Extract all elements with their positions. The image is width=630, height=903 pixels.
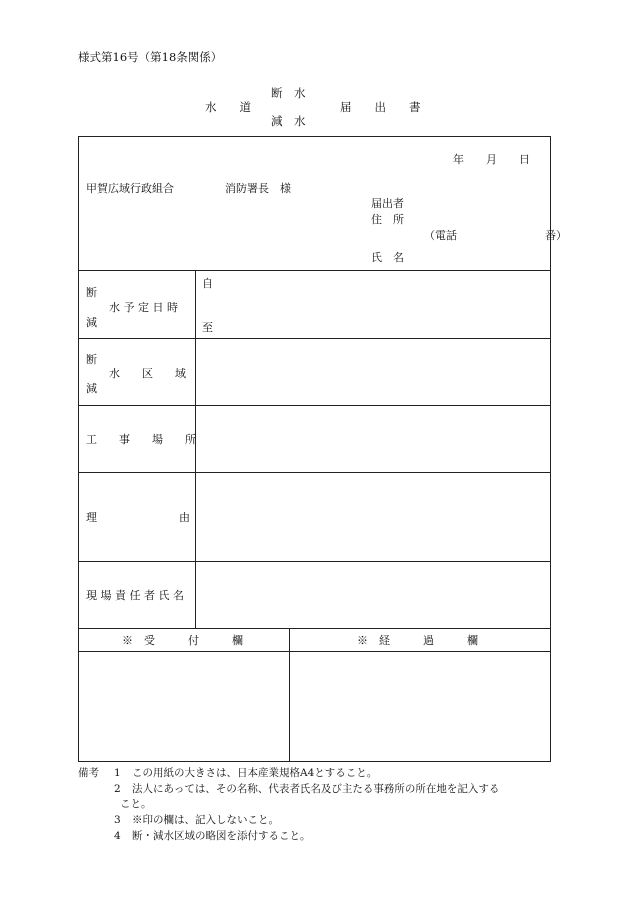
name-label: 氏 名 (371, 251, 404, 264)
divider (79, 628, 550, 629)
site-input[interactable] (199, 408, 547, 470)
reason-label-right: 由 (179, 511, 190, 524)
note-number: 1 (114, 767, 121, 779)
divider (79, 338, 550, 339)
note-text: こと。 (120, 798, 152, 810)
addressee-org: 甲賀広域行政組合 (86, 182, 174, 195)
divider (79, 472, 550, 473)
phone-label: （電話 番） (424, 229, 567, 242)
bottom-column-divider (289, 628, 290, 762)
notes-prefix: 備考 (78, 767, 99, 779)
reception-header: ※ 受 付 欄 (122, 634, 243, 647)
note-text: ※印の欄は、記入しないこと。 (132, 814, 279, 826)
area-label: 水 区 域 (109, 367, 186, 380)
progress-header: ※ 経 過 欄 (357, 634, 478, 647)
note-number: 2 (114, 783, 121, 795)
note-text: この用紙の大きさは、日本産業規格A4とすること。 (132, 767, 378, 779)
note-number: 4 (114, 830, 121, 842)
notification-form (78, 136, 567, 762)
divider (79, 405, 550, 406)
supervisor-label: 現 場 責 任 者 氏 名 (86, 589, 184, 602)
area-label-top: 断 (86, 353, 97, 366)
note-number: 3 (114, 814, 121, 826)
form-number: 様式第16号（第18条関係） (78, 50, 223, 64)
label-column-divider (195, 270, 196, 628)
title-todokede: 届 出 書 (340, 100, 421, 114)
schedule-label-bottom: 減 (86, 316, 97, 329)
schedule-input[interactable] (219, 273, 547, 335)
divider (79, 270, 550, 271)
schedule-to-label: 至 (202, 321, 213, 334)
filer-label: 届出者 (371, 197, 404, 210)
date-field[interactable]: 年 月 日 (453, 153, 530, 166)
note-text: 断・減水区域の略図を添付すること。 (132, 830, 311, 842)
note-text: 法人にあっては、その名称、代表者氏名及び主たる事務所の所在地を記入する (132, 783, 500, 795)
supervisor-input[interactable] (199, 564, 547, 626)
schedule-label-top: 断 (86, 286, 97, 299)
schedule-label: 水 予 定 日 時 (109, 301, 178, 314)
title-gensui: 減 水 (271, 114, 306, 128)
reason-label-left: 理 (86, 511, 97, 524)
schedule-from-label: 自 (202, 277, 213, 290)
reception-box (79, 652, 288, 760)
title-danshui: 断 水 (271, 86, 306, 100)
addressee-title: 消防署長 様 (225, 182, 291, 195)
divider (79, 561, 550, 562)
title-suido: 水 道 (205, 100, 251, 114)
site-label: 工 事 場 所 (86, 433, 196, 446)
area-label-bottom: 減 (86, 382, 97, 395)
address-label: 住 所 (371, 213, 404, 226)
reason-input[interactable] (199, 475, 547, 559)
area-input[interactable] (199, 341, 547, 403)
progress-box (291, 652, 549, 760)
